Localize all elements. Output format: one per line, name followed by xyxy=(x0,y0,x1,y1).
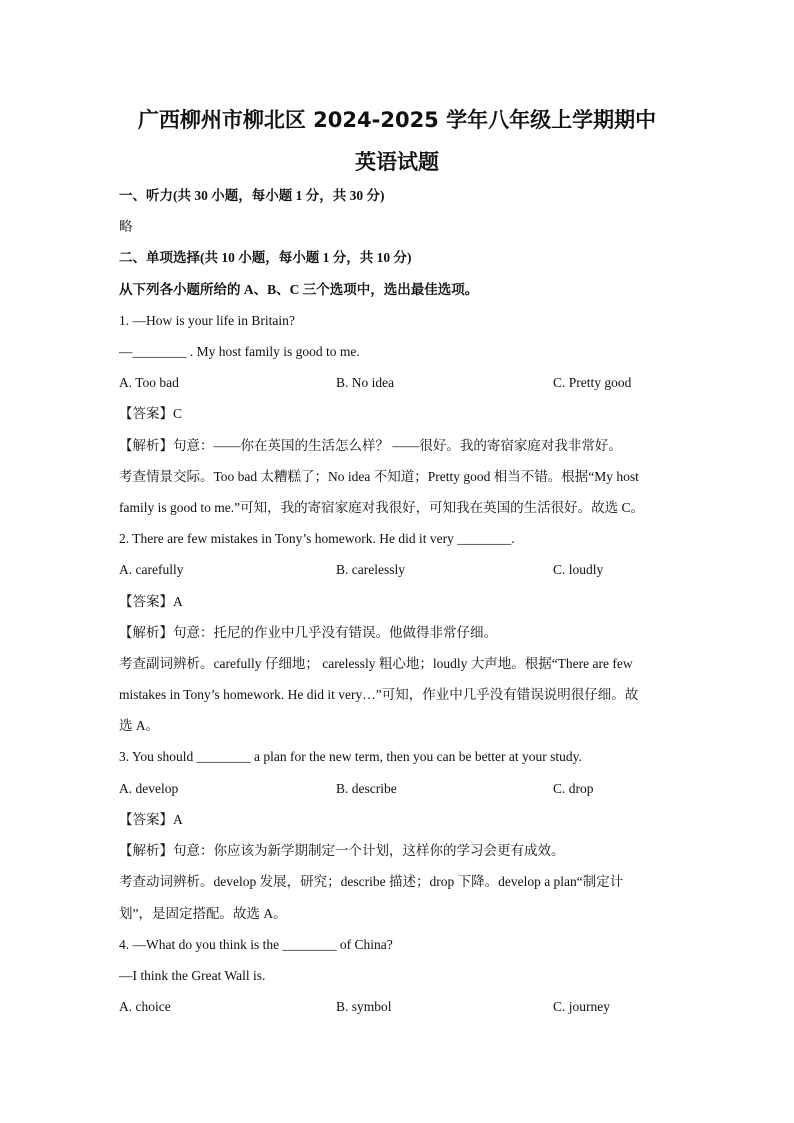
question-4-stem-line: —I think the Great Wall is. xyxy=(119,968,266,983)
question-3-option-c: C. drop xyxy=(553,781,594,796)
question-2-analysis-line: mistakes in Tony’s homework. He did it very…”可知，作业中几乎没有错误说明很仔细。故 xyxy=(119,687,639,702)
question-2-option-a: A. carefully xyxy=(119,562,184,577)
question-2-analysis-line: 考查副词辨析。carefully 仔细地； carelessly 粗心地；loudly 大声地。根据“There are few xyxy=(119,656,633,671)
question-3-analysis-line: 考查动词辨析。develop 发展，研究；describe 描述；drop 下降。develop a plan“制定计 xyxy=(119,874,624,889)
question-3-option-b: B. describe xyxy=(336,781,397,796)
question-2-option-c: C. loudly xyxy=(553,562,604,577)
question-2-analysis-line: 选 A。 xyxy=(119,718,160,733)
question-2-analysis-line: 【解析】句意：托尼的作业中几乎没有错误。他做得非常仔细。 xyxy=(119,625,497,640)
question-1-stem-line: 1. —How is your life in Britain? xyxy=(119,313,295,328)
section-1-body: 略 xyxy=(119,219,133,234)
question-1-analysis-line: 考查情景交际。Too bad 太糟糕了；No idea 不知道；Pretty good 相当不错。根据“My host xyxy=(119,469,639,484)
question-2-answer: 【答案】A xyxy=(119,594,183,609)
question-1-option-c: C. Pretty good xyxy=(553,375,632,390)
section-2-heading: 二、单项选择(共 10 小题，每小题 1 分，共 10 分) xyxy=(119,250,412,265)
question-1-answer: 【答案】C xyxy=(119,406,183,421)
question-1-option-a: A. Too bad xyxy=(119,375,179,390)
question-4-option-a: A. choice xyxy=(119,999,171,1014)
question-3-stem-line: 3. You should ________ a plan for the new term, then you can be better at your study. xyxy=(119,749,582,764)
question-1-option-b: B. No idea xyxy=(336,375,395,390)
section-2-instruction: 从下列各小题所给的 A、B、C 三个选项中，选出最佳选项。 xyxy=(119,282,479,297)
question-2-option-b: B. carelessly xyxy=(336,562,405,577)
document-subtitle: 英语试题 xyxy=(355,150,439,174)
question-4-option-c: C. journey xyxy=(553,999,610,1014)
question-2-stem-line: 2. There are few mistakes in Tony’s homework. He did it very ________. xyxy=(119,531,515,546)
document-title: 广西柳州市柳北区 2024-2025 学年八年级上学期期中 xyxy=(137,108,657,132)
question-3-analysis-line: 【解析】句意：你应该为新学期制定一个计划，这样你的学习会更有成效。 xyxy=(119,843,565,858)
question-4-stem-line: 4. —What do you think is the ________ of China? xyxy=(119,937,393,952)
question-3-answer: 【答案】A xyxy=(119,812,183,827)
question-1-stem-line: —________ . My host family is good to me. xyxy=(119,344,360,359)
question-4-option-b: B. symbol xyxy=(336,999,392,1014)
question-3-option-a: A. develop xyxy=(119,781,179,796)
question-3-analysis-line: 划”，是固定搭配。故选 A。 xyxy=(119,906,287,921)
section-1-heading: 一、听力(共 30 小题，每小题 1 分，共 30 分) xyxy=(119,188,385,203)
question-1-analysis-line: 【解析】句意：——你在英国的生活怎么样？ ——很好。我的寄宿家庭对我非常好。 xyxy=(119,438,622,453)
question-1-analysis-line: family is good to me.”可知，我的寄宿家庭对我很好，可知我在英国的生活很好。故选 C。 xyxy=(119,500,644,515)
